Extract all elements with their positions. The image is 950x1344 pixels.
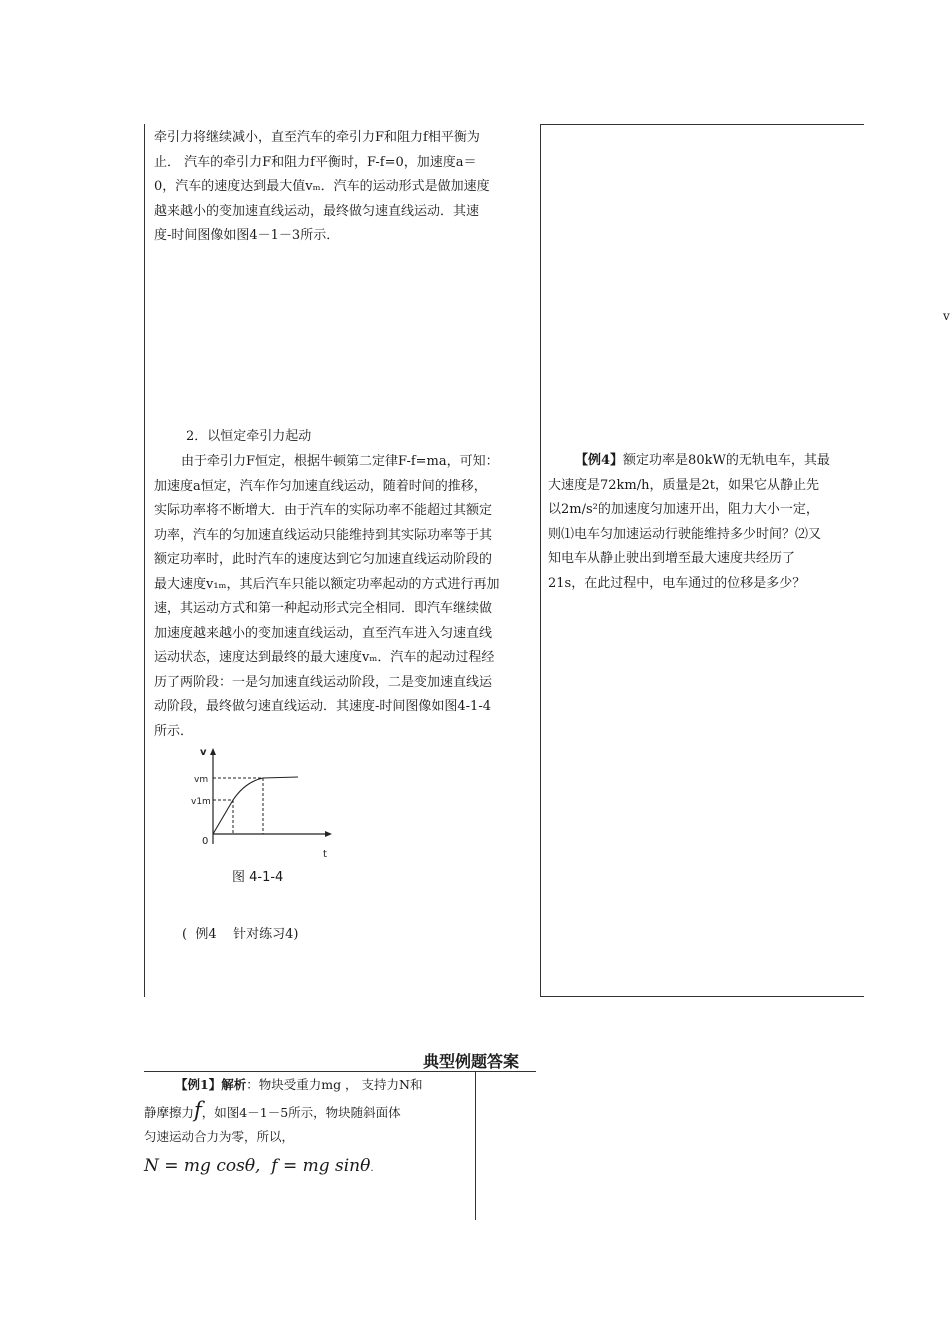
text-line: 所示．: [154, 723, 194, 739]
text-line: 静摩擦力: [144, 1104, 195, 1120]
text-line: 由于牵引力F恒定，根据牛顿第二定律F-f=ma，可知：: [181, 454, 499, 469]
answers-section-title: 典型例题答案: [423, 1052, 520, 1071]
text-line: ：物块受重力mg ， 支持力N和: [246, 1077, 423, 1092]
formula-period: .: [370, 1162, 374, 1174]
example-4-question: [548, 449, 860, 596]
v1m-label: v1m: [191, 797, 211, 807]
text-line: 实际功率将不断增大．由于汽车的实际功率不能超过其额定: [154, 503, 493, 518]
friction-symbol: f: [194, 1097, 202, 1122]
text-line: 以2m/s²的加速度匀加速开出，阻力大小一定，: [548, 502, 819, 517]
example-1-answer: [144, 1073, 474, 1181]
table-left-border: [144, 124, 145, 997]
table-right-cell-bottom-border: [540, 996, 864, 997]
analysis-label: 解析: [221, 1077, 247, 1092]
table-column-divider: [540, 124, 541, 997]
margin-character: v: [943, 309, 950, 323]
text-line: 0，汽车的速度达到最大值vₘ．汽车的运动形式是做加速度: [154, 179, 490, 194]
velocity-time-graph: [190, 744, 340, 864]
text-line: 止． 汽车的牵引力F和阻力f平衡时，F-f=0，加速度a＝: [154, 154, 477, 170]
text-line: 速，其运动方式和第一种起动形式完全相同．即汽车继续做: [154, 601, 493, 616]
left-body-paragraph: [154, 450, 538, 744]
text-line: 则⑴电车匀加速运动行驶能维持多少时间？⑵又: [548, 526, 822, 542]
example-1-tag: 【例1】: [175, 1077, 222, 1092]
text-line: 匀速运动合力为零，所以，: [144, 1129, 295, 1144]
text-line: 动阶段，最终做匀速直线运动．其速度-时间图像如图4-1-4: [154, 699, 491, 714]
section-heading: 2．以恒定牵引力起动: [186, 429, 312, 444]
force-formula: N = mg cosθ, f = mg sinθ: [144, 1155, 371, 1176]
answers-column-divider: [475, 1072, 476, 1220]
text-line: 越来越小的变加速直线运动，最终做匀速直线运动．其速: [154, 203, 480, 219]
left-top-paragraph: [154, 126, 538, 249]
example-4-tag: 【例4】: [575, 453, 624, 468]
text-line: 知电车从静止驶出到增至最大速度共经历了: [548, 551, 796, 566]
figure-caption: 图 4-1-4: [232, 870, 284, 885]
text-line: 21s，在此过程中，电车通过的位移是多少？: [548, 575, 806, 591]
text-line: 额定功率是80kW的无轨电车，其最: [623, 453, 830, 468]
vm-label: vm: [194, 775, 209, 785]
text-line: 运动状态，速度达到最终的最大速度vₘ．汽车的起动过程经: [154, 650, 495, 665]
text-line: 大速度是72km/h，质量是2t，如果它从静止先: [548, 477, 819, 493]
text-line: 最大速度v₁ₘ，其后汽车只能以额定功率起动的方式进行再加: [154, 576, 500, 592]
table-top-border: [541, 124, 864, 125]
y-axis-arrow: [210, 748, 216, 755]
origin-label: 0: [202, 836, 209, 847]
x-axis-label: t: [323, 849, 327, 860]
text-line: 历了两阶段：一是匀加速直线运动阶段，二是变加速直线运: [154, 674, 493, 690]
text-line: 牵引力将继续减小，直至汽车的牵引力F和阻力f相平衡为: [154, 130, 480, 145]
velocity-curve: [213, 777, 298, 834]
practice-note: ( 例4 针对练习4): [182, 927, 299, 942]
text-line: 度-时间图像如图4－1－3所示．: [154, 228, 340, 243]
y-axis-label: v: [200, 747, 207, 758]
text-line: 功率，汽车的匀加速直线运动只能维持到其实际功率等于其: [154, 527, 493, 543]
text-line: 加速度越来越小的变加速直线运动，直至汽车进入匀速直线: [154, 625, 493, 641]
text-line: 额定功率时，此时汽车的速度达到它匀加速直线运动阶段的: [154, 552, 493, 567]
text-line: 加速度a恒定，汽车作匀加速直线运动，随着时间的推移，: [154, 478, 487, 494]
x-axis-arrow: [325, 831, 332, 837]
text-line: ，如图4－1－5所示，物块随斜面体: [201, 1104, 401, 1120]
